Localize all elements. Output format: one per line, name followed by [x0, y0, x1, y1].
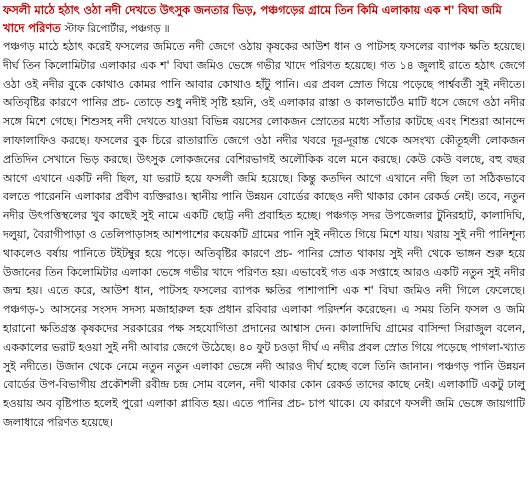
headline-text: ফসলী মাঠে হঠাৎ ওঠা নদী দেখতে উৎসুক জনতার ভিড়, পঞ্চগড়ের গ্রামে তিন কিমি এলাকায় এক শ' বিঘা জমি খাদে পরিণত [3, 3, 502, 35]
article-byline: স্টাফ রিপোর্টার, পঞ্চগড় ॥ [64, 23, 170, 35]
article-headline [3, 0, 525, 38]
article-body: পঞ্চগড় মাঠে হঠাৎ করেই ফসলের জমিতে নদী জেগে ওঠায় কৃষকের আউশ ধান ও পাটসহ ফসলের ব্যাপক ক্ষতি হয়েছে। দীর্ঘ তিন কিলোমিটার এলাকার এক শ' বিঘা জমিও ভেঙ্গে গভীর খাদে পরিণত হয়েছে। গত ১৪ জুলাই রাতে হঠাৎ জেগে ওঠা ওই নদীর বুকে কোথাও কোমর পানি আবার কোথাও হাঁটু পানি। এর প্রবল স্রোত গিয়ে পড়েছে পার্শ্ববর্তী সুই নদীতে। অতিবৃষ্টির কারণে পানির প্রচ- তোড়ে শুধু নদীই সৃষ্টি হয়নি, ওই এলাকার রাস্তা ও কালভার্টেও মাটি ধসে জেগে ওঠা নদীর সঙ্গে মিশে গেছে। শিশুসহ নদী দেখতে যাওয়া বিভিন্ন বয়সের লোকজন স্রোতের মধ্যে সাঁতার কাটছে এবং শিশুরা আনন্দে লাফালাফিও করছে। ফসলের বুক চিরে রাতারাতি জেগে ওঠা নদীর খবরে দূর-দূরান্ত থেকে অসংখ্য কৌতূহলী লোকজন প্রতিদিন সেখানে ভিড় করছে। উৎসুক লোকজনের বেশিরভাগই অলৌকিক বলে মনে করছে। কেউ কেউ বলছে, বহু বছর আগে এখানে একটি নদী ছিল, যা ভরাট হয়ে ফসলী জমি হয়েছে। কিন্তু কতদিন আগে এখানে নদী ছিল তা সঠিকভাবে বলতে পারেননি এলাকার প্রবীণ ব্যক্তিরাও। স্থানীয় পানি উন্নয়ন বোর্ডের কাছেও নদী থাকার কোন রেকর্ড নেই। তবে, নতুন নদীর উৎপত্তিস্থলের খুব কাছেই সুই নামে একটি ছোট্ট নদী প্রবাহিত হচ্ছে। পঞ্চগড় সদর উপজেলার টুনিরহাট, কালাদিঘি, দলুয়া, বৈরাগীপাড়া ও তেলিপাড়াসহ আশপাশের কয়েকটি গ্রামের পানি সুই নদীতে গিয়ে মিশে যায়। খরায় সুই নদী পানিশূন্য থাকলেও বর্ষায় পানিতে টইটম্বুর হয়ে পড়ে। অতিবৃষ্টির কারণে প্রচ- পানির স্রোত থাকায় সুই নদী থেকে ভাঙ্গন শুরু হয়ে উজানের তিন কিলোমিটার এলাকা ভেঙ্গে গভীর খাদে পরিণত হয়। এভাবেই গত এক সপ্তাহে আরও একটি নতুন সুই নদীর জন্ম হয়। এতে করে, আউশ ধান, পাটসহ ফসলের ব্যাপক ক্ষতির পাশাপাশি এক শ' বিঘা জমিও নদী গিলে ফেলেছে। পঞ্চগড়-১ আসনের সংসদ সদস্য মজাহারুল হক প্রধান রবিবার এলাকা পরিদর্শন করেছেন। এ সময় তিনি ফসল ও জমি হারানো ক্ষতিগ্রস্ত কৃষকদের সরকারের পক্ষ সহযোগিতা প্রদানের আশ্বাস দেন। কালাদিঘি গ্রামের বাসিন্দা সিরাজুল বলেন, এককালের ভরাট হওয়া সুই নদী আবার জেগে উঠেছে। ৪০ ফুট চওড়া দীর্ঘ এ নদীর প্রবল স্রোত গিয়ে পড়েছে পাগলা-খ্যাত সুই নদীতে। উজান থেকে নেমে নতুন নতুন এলাকা ভেঙ্গে নদী আরও দীর্ঘ হচ্ছে বলে তিনি জানান। পঞ্চগড় পানি উন্নয়ন বোর্ডের উপ-বিভাগীয় প্রকৌশলী রবীন্দ্র চন্দ্র সোম বলেন, নদী থাকার কোন রেকর্ড তাদের কাছে নেই। এলাকাটি একটু ঢালু হওয়ায় অব বৃষ্টিপাত হলেই পুরো এলাকা প্লাবিত হয়। এতে পানির প্রচ- চাপ থাকে। যে কারণে ফসলী জমি ভেঙ্গে জায়গাটি জলাধারে পরিণত হয়েছে। [3, 40, 525, 429]
